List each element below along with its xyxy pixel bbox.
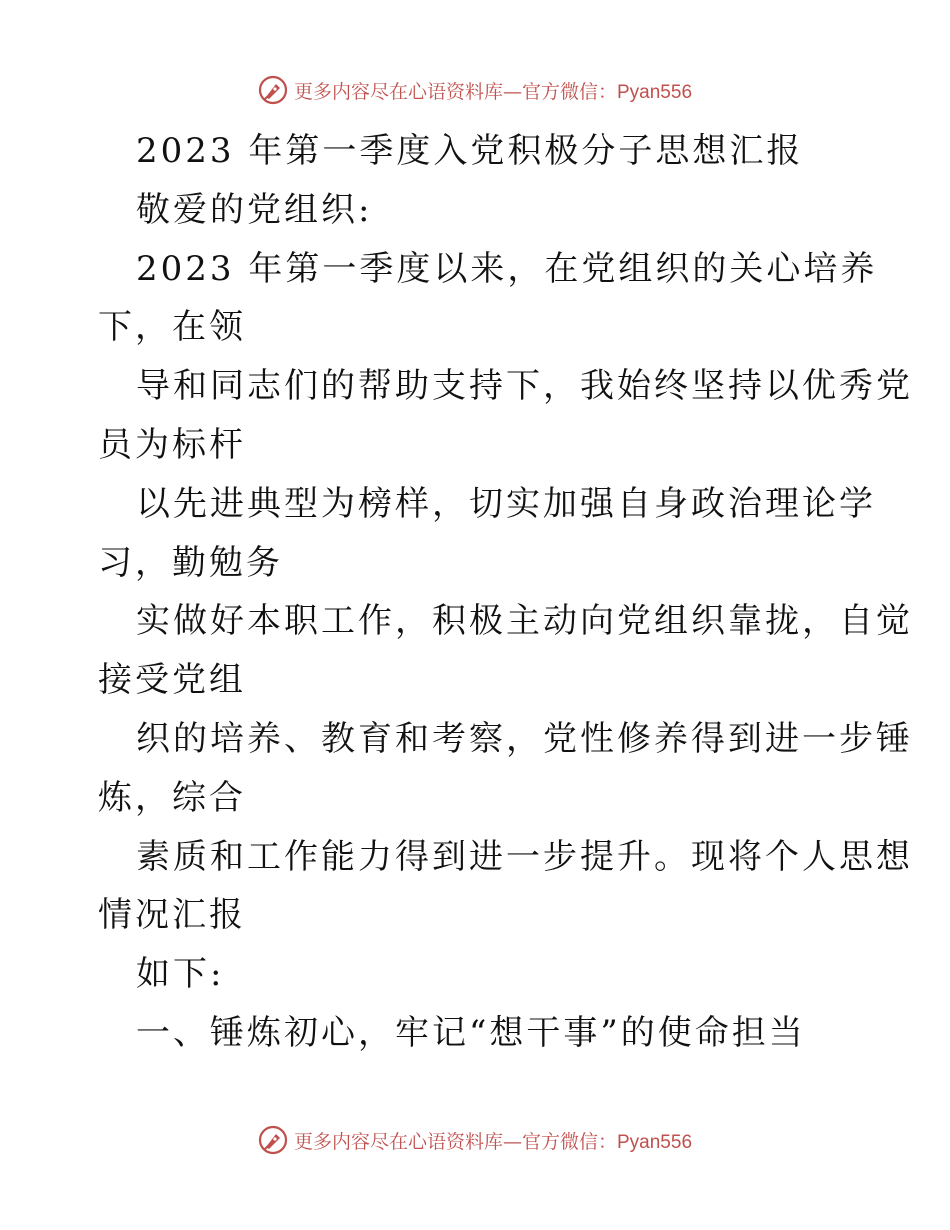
watermark-text: 更多内容尽在心语资料库—官方微信：Pyan556: [293, 80, 693, 103]
document-line: 以先进典型为榜样，切实加强自身政治理论学: [136, 483, 876, 524]
header-watermark: [0, 70, 950, 110]
document-line: 2023 年第一季度入党积极分子思想汇报: [136, 131, 804, 171]
pen-nib-logo-icon: [258, 1125, 288, 1155]
wechat-account: Pyan556: [617, 81, 693, 103]
pen-nib-logo-icon: [258, 75, 288, 105]
document-line: 炼，综合: [98, 777, 246, 818]
document-line: 下，在领: [98, 307, 246, 348]
document-line: 员为标杆: [98, 424, 246, 465]
document-line: 如下:: [136, 954, 225, 995]
document-body: [98, 122, 913, 1063]
document-line: 敬爱的党组织:: [136, 189, 373, 230]
document-line: 2023 年第一季度以来，在党组织的关心培养: [136, 248, 878, 289]
document-line: 素质和工作能力得到进一步提升。现将个人思想: [136, 836, 913, 877]
document-line: 情况汇报: [98, 895, 246, 936]
document-line: 习，勤勉务: [98, 542, 283, 583]
document-line: 导和同志们的帮助支持下，我始终坚持以优秀党: [136, 366, 913, 407]
wechat-account: Pyan556: [617, 1131, 693, 1153]
footer-watermark: [0, 1120, 950, 1160]
document-line: 织的培养、教育和考察，党性修养得到进一步锤: [136, 718, 913, 759]
document-line: 接受党组: [98, 660, 246, 701]
document-line: 实做好本职工作，积极主动向党组织靠拢，自觉: [136, 601, 913, 642]
document-line: 一、锤炼初心，牢记“想干事”的使命担当: [136, 1012, 806, 1053]
watermark-text: 更多内容尽在心语资料库—官方微信：Pyan556: [293, 1130, 693, 1153]
